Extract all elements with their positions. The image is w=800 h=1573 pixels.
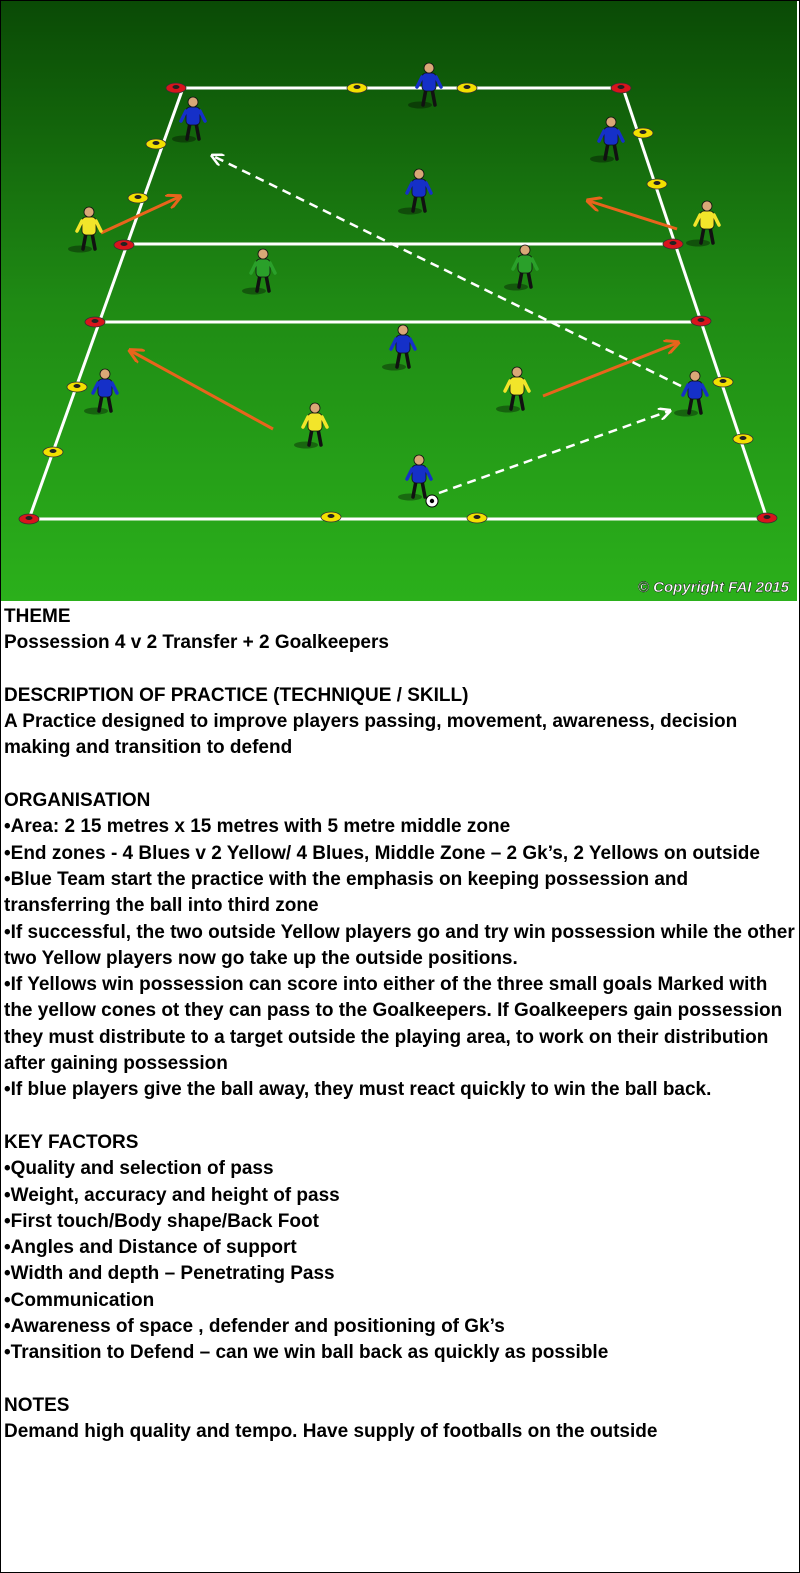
- football: [426, 495, 438, 507]
- yellow-cone: [347, 83, 367, 93]
- section-line: Demand high quality and tempo. Have supply of footballs on the outside: [4, 1421, 658, 1443]
- section-line: A Practice designed to improve players passing, movement, awareness, decision making and transition to defend: [4, 711, 738, 759]
- yellow-cone: [457, 83, 477, 93]
- section-description: [4, 683, 796, 762]
- section-key-factors: [4, 1130, 796, 1367]
- section-line: •If successful, the two outside Yellow players go and try win possession while the other two Yellow players now go take up the outside positions.: [4, 921, 795, 969]
- section-line: •Weight, accuracy and height of pass: [4, 1184, 340, 1206]
- red-cone: [166, 83, 186, 93]
- yellow-cone: [633, 128, 653, 138]
- section-line: •Quality and selection of pass: [4, 1158, 274, 1180]
- red-cone: [663, 239, 683, 249]
- red-cone: [85, 317, 105, 327]
- section-line: •Transition to Defend – can we win ball back as quickly as possible: [4, 1342, 609, 1364]
- yellow-cone: [467, 513, 487, 523]
- section-line: •Blue Team start the practice with the emphasis on keeping possession and transferring the ball into third zone: [4, 868, 689, 917]
- yellow-cone: [128, 193, 148, 203]
- practice-text: [4, 604, 796, 1472]
- section-notes: [4, 1393, 796, 1446]
- section-line: •End zones - 4 Blues v 2 Yellow/ 4 Blues, Middle Zone – 2 Gk’s, 2 Yellows on outside: [4, 842, 760, 864]
- section-theme: [4, 604, 796, 657]
- red-cone: [611, 83, 631, 93]
- section-line: •Angles and Distance of support: [4, 1237, 297, 1259]
- grass-background: [1, 1, 797, 601]
- copyright-text: © Copyright FAI 2015: [637, 579, 789, 596]
- red-cone: [757, 513, 777, 523]
- yellow-cone: [733, 434, 753, 444]
- section-heading: ORGANISATION: [4, 790, 151, 812]
- section-organisation: [4, 788, 796, 1104]
- yellow-cone: [67, 382, 87, 392]
- yellow-cone: [146, 139, 166, 149]
- section-heading: THEME: [4, 606, 71, 627]
- section-line: •If Yellows win possession can score into either of the three small goals Marked with the yellow cones ot they can pass to the Goalkeepers. If Goalkeepers gain possession they must distribute to a target outside the playing area, to work on their distribution after gaining possession: [4, 974, 783, 1075]
- section-line: •Awareness of space , defender and positioning of Gk’s: [4, 1316, 505, 1338]
- yellow-cone: [713, 377, 733, 387]
- red-cone: [114, 240, 134, 250]
- section-heading: NOTES: [4, 1394, 70, 1416]
- red-cone: [19, 514, 39, 524]
- yellow-cone: [43, 447, 63, 457]
- section-heading: KEY FACTORS: [4, 1131, 139, 1153]
- yellow-cone: [321, 512, 341, 522]
- section-line: •Area: 2 15 metres x 15 metres with 5 metre middle zone: [4, 816, 511, 838]
- section-line: •If blue players give the ball away, they must react quickly to win the ball back.: [4, 1079, 712, 1101]
- section-line: •Communication: [4, 1289, 155, 1311]
- training-diagram: [1, 1, 797, 601]
- section-heading: DESCRIPTION OF PRACTICE (TECHNIQUE / SKILL): [4, 684, 469, 706]
- section-line: Possession 4 v 2 Transfer + 2 Goalkeepers: [4, 632, 389, 654]
- red-cone: [691, 316, 711, 326]
- yellow-cone: [647, 179, 667, 189]
- section-line: •First touch/Body shape/Back Foot: [4, 1210, 319, 1232]
- section-line: •Width and depth – Penetrating Pass: [4, 1263, 335, 1285]
